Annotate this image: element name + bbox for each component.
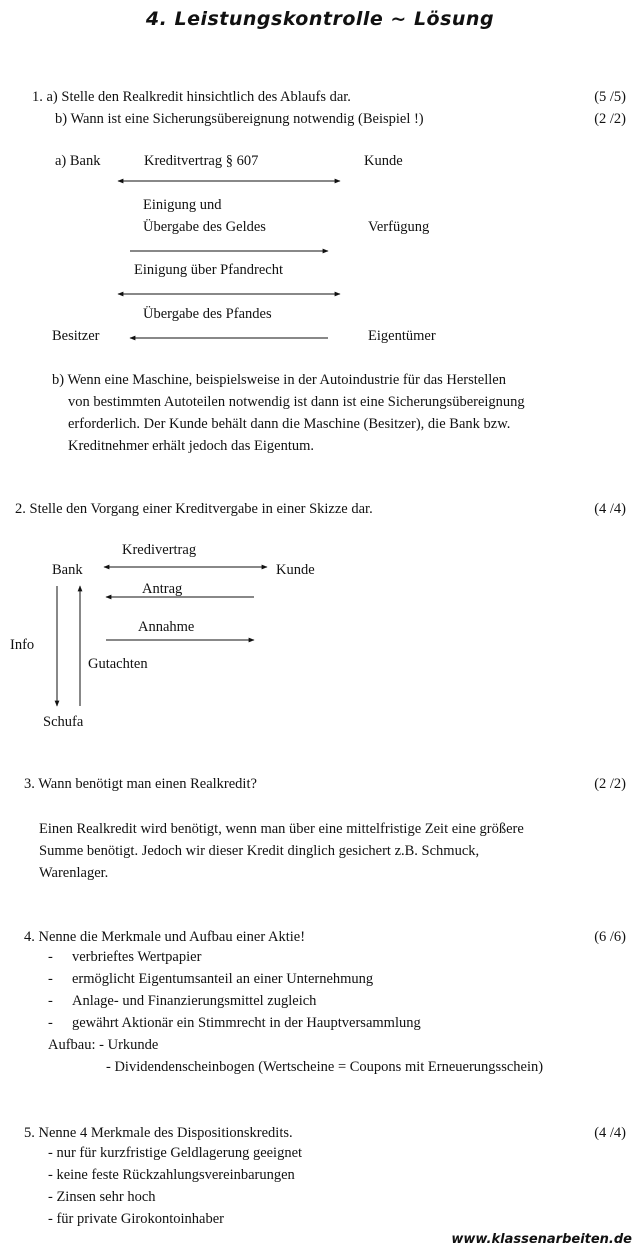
list-item: - Anlage- und Finanzierungsmittel zugleich bbox=[48, 993, 317, 1009]
points-4: (6 /6) bbox=[594, 929, 626, 945]
points-3: (2 /2) bbox=[594, 776, 626, 792]
diagram2-kunde: Kunde bbox=[276, 562, 315, 578]
question-4: 4. Nenne die Merkmale und Aufbau einer Aktie! bbox=[24, 929, 306, 945]
answer-1b-line: b) Wenn eine Maschine, beispielsweise in der Autoindustrie für das Herstellen bbox=[52, 372, 506, 388]
diagram2-antrag: Antrag bbox=[142, 581, 183, 597]
page-title: 4. Leistungskontrolle ~ Lösung bbox=[145, 8, 495, 30]
question-1a: 1. a) Stelle den Realkredit hinsichtlich des Ablaufs dar. bbox=[32, 89, 351, 105]
points-5: (4 /4) bbox=[594, 1125, 626, 1141]
diagram1-kunde: Kunde bbox=[364, 153, 403, 169]
list-item: - keine feste Rückzahlungsvereinbarungen bbox=[48, 1167, 295, 1183]
question-1b: b) Wann ist eine Sicherungsübereignung notwendig (Beispiel !) bbox=[55, 111, 424, 127]
answer-1b-line: erforderlich. Der Kunde behält dann die Maschine (Besitzer), die Bank bzw. bbox=[68, 416, 511, 432]
list-item: - nur für kurzfristige Geldlagerung geeignet bbox=[48, 1145, 303, 1161]
diagram1-besitzer: Besitzer bbox=[52, 328, 100, 344]
question-2: 2. Stelle den Vorgang einer Kreditvergabe in einer Skizze dar. bbox=[15, 501, 373, 517]
diagram1-kreditvertrag: Kreditvertrag § 607 bbox=[144, 153, 259, 169]
list-item: - ermöglicht Eigentumsanteil an einer Unternehmung bbox=[48, 971, 374, 987]
diagram2-schufa: Schufa bbox=[43, 714, 84, 730]
diagram2-bank: Bank bbox=[52, 562, 83, 578]
list-item: - für private Girokontoinhaber bbox=[48, 1211, 224, 1227]
aufbau-dividendenscheinbogen: - Dividendenscheinbogen (Wertscheine = Coupons mit Erneuerungsschein) bbox=[106, 1059, 544, 1075]
diagram1-einigung-und: Einigung und bbox=[143, 197, 222, 213]
question-5: 5. Nenne 4 Merkmale des Dispositionskredits. bbox=[24, 1125, 293, 1141]
question-3: 3. Wann benötigt man einen Realkredit? bbox=[24, 776, 257, 792]
answer-1b-line: von bestimmten Autoteilen notwendig ist dann ist eine Sicherungsübereignung bbox=[68, 394, 525, 410]
answer-3-line: Summe benötigt. Jedoch wir dieser Kredit dinglich gesichert z.B. Schmuck, bbox=[39, 843, 480, 859]
diagram1-uebergabe-pfand: Übergabe des Pfandes bbox=[143, 306, 272, 322]
diagram2-gutachten: Gutachten bbox=[88, 656, 148, 672]
list-item: - gewährt Aktionär ein Stimmrecht in der Hauptversammlung bbox=[48, 1015, 421, 1031]
diagram1-uebergabe-geld: Übergabe des Geldes bbox=[143, 219, 266, 235]
points-1a: (5 /5) bbox=[594, 89, 626, 105]
aufbau-urkunde: Aufbau: - Urkunde bbox=[48, 1037, 159, 1053]
diagram1-eigentuemer: Eigentümer bbox=[368, 328, 436, 344]
diagram1-bank: a) Bank bbox=[55, 153, 101, 169]
list-item: - Zinsen sehr hoch bbox=[48, 1189, 156, 1205]
points-1b: (2 /2) bbox=[594, 111, 626, 127]
diagram2-annahme: Annahme bbox=[138, 619, 195, 635]
diagram2-kredivertrag: Kredivertrag bbox=[122, 542, 197, 558]
answer-3-line: Einen Realkredit wird benötigt, wenn man über eine mittelfristige Zeit eine größere bbox=[39, 821, 524, 837]
answer-3-line: Warenlager. bbox=[39, 865, 109, 881]
footer-website: www.klassenarbeiten.de bbox=[451, 1232, 632, 1247]
answer-1b-line: Kreditnehmer erhält jedoch das Eigentum. bbox=[68, 438, 315, 454]
diagram1-einigung-pfand: Einigung über Pfandrecht bbox=[134, 262, 283, 278]
diagram1-verfuegung: Verfügung bbox=[368, 219, 430, 235]
points-2: (4 /4) bbox=[594, 501, 626, 517]
list-item: - verbrieftes Wertpapier bbox=[48, 949, 202, 965]
diagram2-info: Info bbox=[10, 637, 35, 653]
